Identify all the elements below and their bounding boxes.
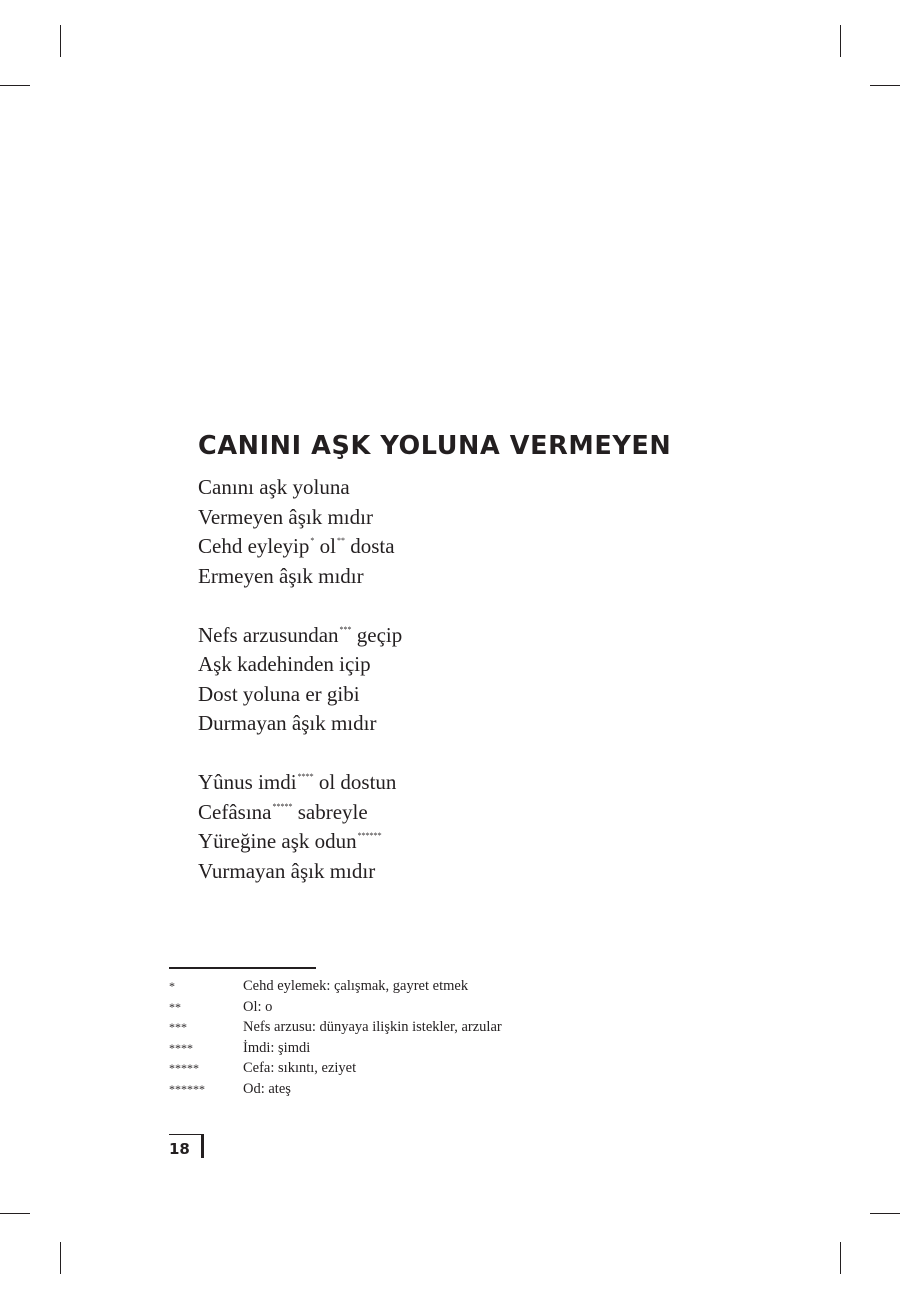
stanza-3 bbox=[198, 768, 402, 886]
poem-title: CANINI AŞK YOLUNA VERMEYEN bbox=[198, 431, 672, 461]
footnote-ref: **** bbox=[297, 772, 314, 781]
poem-line: Durmayan âşık mıdır bbox=[198, 711, 377, 735]
footnote-divider bbox=[169, 967, 316, 969]
footnote-ref: ** bbox=[336, 536, 345, 545]
poem-line: Aşk kadehinden içip bbox=[198, 652, 371, 676]
footnote-ref: *** bbox=[339, 624, 352, 634]
footnote-mark: *** bbox=[169, 1020, 187, 1035]
footnotes bbox=[169, 976, 502, 1100]
footnote-row bbox=[169, 997, 502, 1018]
poem-line bbox=[198, 621, 402, 651]
footnote-row bbox=[169, 1079, 502, 1100]
stanza-2 bbox=[198, 621, 402, 739]
footnote-row bbox=[169, 976, 502, 997]
footnote-mark: * bbox=[169, 979, 175, 993]
poem-text: Nefs arzusundan bbox=[198, 622, 339, 647]
footnote-ref: ****** bbox=[357, 831, 382, 840]
footnote-row bbox=[169, 1017, 502, 1038]
poem-text: dosta bbox=[344, 534, 395, 558]
poem-body bbox=[198, 473, 402, 916]
footnote-text: Od: ateş bbox=[243, 1080, 291, 1097]
footnote-text: İmdi: şimdi bbox=[243, 1039, 311, 1056]
poem-line: Canını aşk yoluna bbox=[198, 475, 350, 499]
footnote-mark: **** bbox=[169, 1040, 193, 1055]
poem-text: ol bbox=[314, 534, 336, 558]
poem-text: Yüreğine aşk odun bbox=[198, 829, 357, 853]
footnote-row bbox=[169, 1058, 502, 1079]
crop-mark bbox=[0, 1213, 30, 1214]
poem-line bbox=[198, 532, 402, 562]
footnote-ref: ***** bbox=[272, 801, 293, 811]
footnote-text: Nefs arzusu: dünyaya ilişkin istekler, arzular bbox=[243, 1019, 502, 1036]
page-number: 18 bbox=[169, 1140, 190, 1158]
poem-text: geçip bbox=[351, 622, 403, 647]
footnote-row bbox=[169, 1038, 502, 1059]
crop-mark bbox=[870, 85, 900, 86]
crop-mark bbox=[870, 1213, 900, 1214]
poem-line bbox=[198, 827, 402, 857]
footnote-text: Ol: o bbox=[243, 998, 273, 1015]
page-number-bar bbox=[201, 1134, 204, 1158]
footnote-text: Cefa: sıkıntı, eziyet bbox=[243, 1060, 357, 1077]
poem-line bbox=[198, 768, 402, 798]
crop-mark bbox=[840, 1242, 841, 1274]
poem-line: Dost yoluna er gibi bbox=[198, 681, 360, 706]
poem-text: Cehd eyleyip bbox=[198, 534, 310, 558]
poem-line: Vermeyen âşık mıdır bbox=[198, 504, 373, 529]
stanza-1 bbox=[198, 473, 402, 591]
crop-mark bbox=[60, 25, 61, 57]
crop-mark bbox=[0, 85, 30, 86]
footnote-ref: * bbox=[310, 536, 315, 545]
footnote-mark: ** bbox=[169, 999, 181, 1014]
poem-text: ol dostun bbox=[313, 770, 397, 794]
poem-text: Cefâsına bbox=[198, 799, 272, 824]
crop-mark bbox=[60, 1242, 61, 1274]
poem-line bbox=[198, 798, 402, 828]
poem-line: Vurmayan âşık mıdır bbox=[198, 858, 376, 883]
footnote-text: Cehd eylemek: çalışmak, gayret etmek bbox=[243, 978, 469, 994]
crop-mark bbox=[840, 25, 841, 57]
footnote-mark: ****** bbox=[169, 1081, 205, 1096]
poem-text: Yûnus imdi bbox=[198, 770, 297, 794]
page-number-rule bbox=[169, 1134, 203, 1135]
footnote-mark: ***** bbox=[169, 1061, 199, 1076]
poem-text: sabreyle bbox=[292, 799, 368, 824]
poem-line: Ermeyen âşık mıdır bbox=[198, 563, 364, 588]
